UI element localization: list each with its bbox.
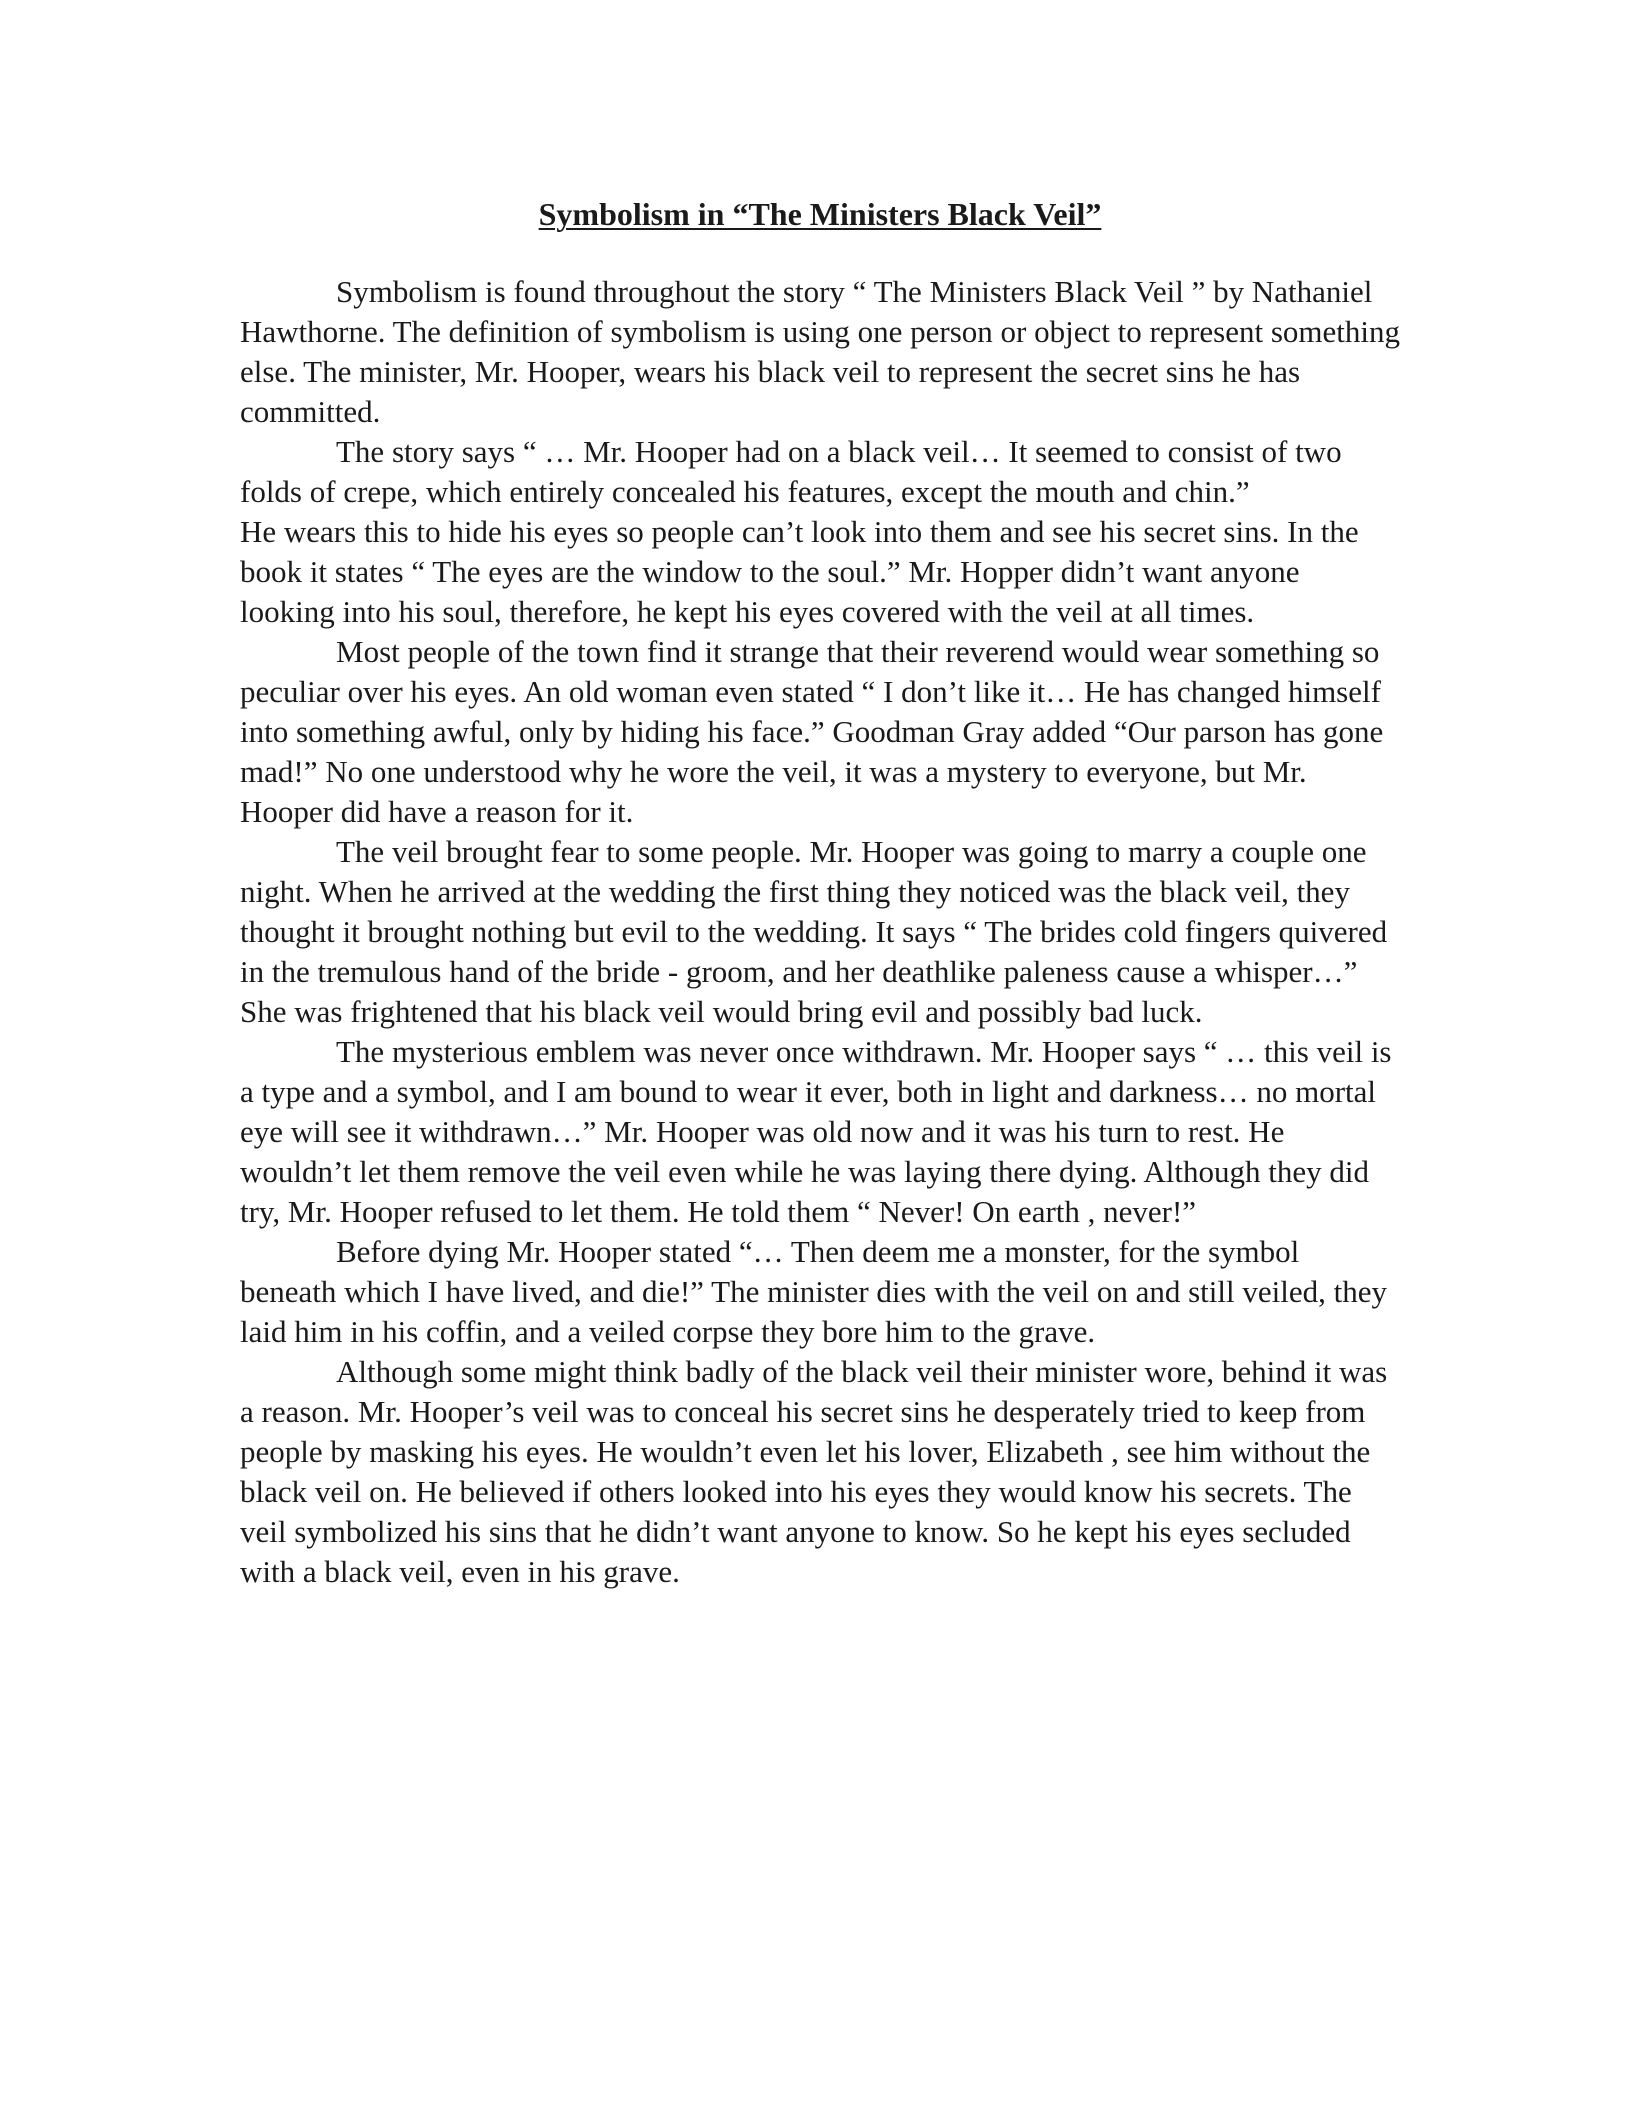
paragraph-4: Most people of the town find it strange that their reverend would wear something so peculiar over his eyes. An old woman even stated “ I don’t like it… He has changed himself into something awful, only by hiding his face.” Goodman Gray added “Our parson has gone mad!” No one understood why he wore the veil, it was a mystery to everyone, but Mr. Hooper did have a reason for it. [240,634,1384,829]
paragraph-3: He wears this to hide his eyes so people can’t look into them and see his secret sins. In the book it states “ The eyes are the window to the soul.” Mr. Hopper didn’t want anyone looking into his soul, therefore, he kept his eyes covered with the veil at all times. [240,514,1359,629]
paragraph-2: The story says “ … Mr. Hooper had on a black veil… It seemed to consist of two folds of crepe, which entirely concealed his features, except the mouth and chin.” [240,434,1342,509]
paragraph-8: Although some might think badly of the black veil their minister wore, behind it was a reason. Mr. Hooper’s veil was to conceal his secret sins he desperately tried to keep from people by masking his eyes. He wouldn’t even let his lover, Elizabeth , see him without the black veil on. He believed if others looked into his eyes they would know his secrets. The veil symbolized his sins that he didn’t want anyone to know. So he kept his eyes secluded with a black veil, even in his grave. [240,1354,1388,1589]
paragraph-5: The veil brought fear to some people. Mr. Hooper was going to marry a couple one night. When he arrived at the wedding the first thing they noticed was the black veil, they thought it brought nothing but evil to the wedding. It says “ The brides cold fingers quivered in the tremulous hand of the bride - groom, and her deathlike paleness cause a whisper…” She was frightened that his black veil would bring evil and possibly bad luck. [240,834,1388,1029]
document-title-text: Symbolism in “The Ministers Black Veil” [538,196,1102,232]
document-body [240,272,1400,1592]
paragraph-1: Symbolism is found throughout the story “ The Ministers Black Veil ” by Nathaniel Hawthorne. The definition of symbolism is using one person or object to represent something else. The minister, Mr. Hooper, wears his black veil to represent the secret sins he has committed. [240,274,1401,429]
document-title [0,194,1640,234]
paragraph-7: Before dying Mr. Hooper stated “… Then deem me a monster, for the symbol beneath which I have lived, and die!” The minister dies with the veil on and still veiled, they laid him in his coffin, and a veiled corpse they bore him to the grave. [240,1234,1387,1349]
paragraph-6: The mysterious emblem was never once withdrawn. Mr. Hooper says “ … this veil is a type and a symbol, and I am bound to wear it ever, both in light and darkness… no mortal eye will see it withdrawn…” Mr. Hooper was old now and it was his turn to rest. He wouldn’t let them remove the veil even while he was laying there dying. Although they did try, Mr. Hooper refused to let them. He told them “ Never! On earth , never!” [240,1034,1392,1229]
